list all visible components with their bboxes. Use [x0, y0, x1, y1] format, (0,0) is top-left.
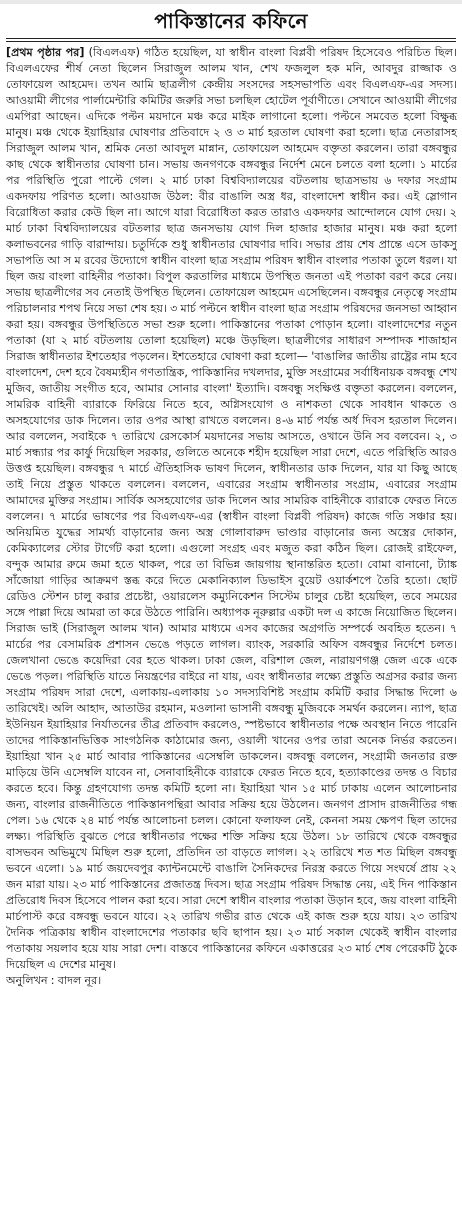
top-strip [0, 0, 462, 4]
headline-rule-bottom [6, 41, 456, 42]
article-body [6, 45, 457, 1205]
continuation-kicker: [প্রথম পৃষ্ঠার পর] [6, 46, 85, 59]
headline-rule-top [6, 38, 456, 39]
byline: অনুলিখন : বাদল নূর। [6, 974, 102, 987]
headline: পাকিস্তানের কফিনে [154, 9, 308, 33]
article-paragraph [6, 45, 457, 989]
article-text: (বিএলএফ) গঠিত হয়েছিল, যা স্বাধীন বাংলা বিপ্লবী পরিষদ হিসেবেও পরিচিত ছিল। বিএলএফের শীর্ষ নেতা ছিলেন সিরাজুল আলম খান, শেখ ফজলুল হক মনি, আবদুর রাজ্জাক ও তোফায়েল আহমেদ। তখন আমি ছাত্রলীগ কেন্দ্রীয় সংসদের সহসভাপতি এবং বিএলএফ-এর সদস্য। আওয়ামী লীগের পার্লামেন্টারি কমিটির জরুরি সভা চলছিল হোটেল পূর্বাণীতে। সেখানে আওয়ামী লীগের এমপিরা আছেন। এদিকে পল্টন ময়দানে মঞ্চ করে মাইক লাগানো হলো। পল্টনে সমবেত হলো বিক্ষুব্ধ মানুষ। মঞ্চ থেকে ইয়াহিয়ার ঘোষণার প্রতিবাদে ২ ও ৩ মার্চ হরতাল ঘোষণা করা হলো। ছাত্র নেতারাসহ সিরাজুল আলম খান, শ্রমিক নেতা আবদুল মান্নান, তোফায়েল আহমেদ বক্তৃতা করলেন। তারা বঙ্গবন্ধুর কাছ থেকে স্বাধীনতার ঘোষণা চান। সভায় জনগণকে বঙ্গবন্ধুর নির্দেশ মেনে চলতে বলা হলো। ১ মার্চের পর পরিস্থিতি পুরো পাল্টে গেল। ২ মার্চ ঢাকা বিশ্ববিদ্যালয়ের বটতলায় ছাত্রসভায় ৬ দফার সংগ্রাম একদফায় পরিণত হলো। আওয়াজ উঠল: বীর বাঙালি অস্ত্র ধর, বাংলাদেশ স্বাধীন কর। এই স্লোগান বিরোধিতা করার কেউ ছিল না। আগে যারা বিরোধিতা করত তারাও একদফার আন্দোলনে যোগ দেয়। ২ মার্চ ঢাকা বিশ্ববিদ্যালয়ের বটতলার ছাত্র জনসভায় যোগ দিল হাজার হাজার মানুষ। মঞ্চ করা হলো কলাভবনের গাড়ি বারান্দায়। চতুর্দিকে শুধু স্বাধীনতার ঘোষণার দাবি। সভার প্রায় শেষ প্রান্তে এসে ডাকসু সভাপতি আ স ম রবের উদ্যোগে স্বাধীন বাংলা ছাত্র সংগ্রাম পরিষদ স্বাধীন বাংলার পতাকা তুলে ধরল। যা ছিল জয় বাংলা বাহিনীর পতাকা। বিপুল করতালির মাধ্যমে উপস্থিত জনতা এই পতাকা বরণ করে নেয়। সভায় ছাত্রলীগের সব নেতাই উপস্থিত ছিলেন। তোফায়েল আহমেদ এসেছিলেন। বঙ্গবন্ধুর নেতৃত্বে সংগ্রাম পরিচালনার শপথ নিয়ে সভা শেষ হয়। ৩ মার্চ পল্টনে স্বাধীন বাংলা ছাত্র সংগ্রাম পরিষদের জনসভা আহ্বান করা হয়। বঙ্গবন্ধুর উপস্থিতিতে সভা শুরু হলো। পাকিস্তানের পতাকা পোড়ান হলো। বাংলাদেশের নতুন পতাকা (যা ২ মার্চ বটতলায় তোলা হয়েছিল) মঞ্চে উড়ছিল। ছাত্রলীগের সাধারণ সম্পাদক শাজাহান সিরাজ স্বাধীনতার ইশতেহার পড়লেন। ইশতেহারে ঘোষণা করা হলো— 'বাঙালির জাতীয় রাষ্ট্রের নাম হবে বাংলাদেশ, দেশ হবে বৈষম্যহীন গণতান্ত্রিক, পাকিস্তানির দখলদার, মুক্তি সংগ্রামের সর্বাধিনায়ক বঙ্গবন্ধু শেখ মুজিব, জাতীয় সংগীত হবে, আমার সোনার বাংলা' ইত্যাদি। বঙ্গবন্ধু সংক্ষিপ্ত বক্তৃতা করলেন। বললেন, সামরিক বাহিনী ব্যারাকে ফিরিয়ে নিতে হবে, অগ্নিসংযোগ ও নাশকতা থেকে সাবধান থাকতে ও অসহযোগের ডাক দিলেন। তার ওপর আস্থা রাখতে বললেন। ৪-৬ মার্চ পর্যন্ত অর্ধ দিবস হরতাল দিলেন। আর বললেন, সবাইকে ৭ তারিখে রেসকোর্স ময়দানের সভায় আসতে, ওখানে উনি সব বলবেন। ২, ৩ মার্চ সন্ধ্যার পর কার্ফু দিয়েছিল সরকার, গুলিতে অনেকে শহীদ হয়েছিল সারা দেশে, এতে পরিস্থিতি আরও উত্তপ্ত হয়েছিল। বঙ্গবন্ধুর ৭ মার্চে ঐতিহাসিক ভাষণ দিলেন, স্বাধীনতার ডাক দিলেন, যার যা কিছু আছে তাই নিয়ে প্রস্তুত থাকতে বললেন। বললেন, এবারের সংগ্রাম স্বাধীনতার সংগ্রাম, এবারের সংগ্রাম আমাদের মুক্তির সংগ্রাম। সার্বিক অসহযোগের ডাক দিলেন আর সামরিক বাহিনীকে ব্যারাকে ফেরত নিতে বললেন। ৭ মার্চের ভাষণের পর বিএলএফ-এর (স্বাধীন বাংলা বিপ্লবী পরিষদ) কাজে গতি সঞ্চার হয়। অনিয়মিত যুদ্ধের সামর্থ্য বাড়ানোর জন্য অস্ত্র গোলাবারুদ ভাণ্ডার বাড়ানোর জন্য অস্ত্রের দোকান, কেমিক্যালের স্টোর টার্গেট করা হলো। এগুলো সংগ্রহ এবং মজুত করা কঠিন ছিল। রোজই রাইফেল, বন্দুক আমার রুমে জমা হতে থাকল, পরে তা বিভিন্ন জায়গায় স্থানান্তরিত হতো। বোমা বানানো, ট্যাঙ্ক সাঁজোয়া গাড়ির আক্রমণ স্তব্ধ করে দিতে মেকানিক্যাল ডিভাইস বুয়েট ওয়ার্কশপে তৈরি হতো। ছোট রেডিও স্টেশন চালু করার প্রচেষ্টা, ওয়ারলেস কম্যুনিকেশন সিস্টেম চালুর চেষ্টা হয়েছিল, তবে সময়ের সঙ্গে পাল্লা দিয়ে আমরা তা করে উঠতে পারিনি। অধ্যাপক নূরুল্লার একটা দল এ কাজে নিয়োজিত ছিলেন। সিরাজ ভাই (সিরাজুল আলম খান) আমার মাধ্যমে এসব কাজের অগ্রগতি সম্পর্কে অবহিত হতেন। ৭ মার্চের পর বেসামরিক প্রশাসন ভেঙে পড়তে লাগল। ব্যাংক, সরকারি অফিস বঙ্গবন্ধুর নির্দেশে চলত। জেলখানা ভেঙে কয়েদিরা বের হতে থাকল। ঢাকা জেল, বরিশাল জেল, নারায়ণগঞ্জ জেল একে একে ভেঙে পড়ল। পরিস্থিতি যাতে নিয়ন্ত্রণের বাইরে না যায়, এবং স্বাধীনতার লক্ষ্যে প্রস্তুতি অগ্রসর করার জন্য সংগ্রাম পরিষদ সারা দেশে, এলাকায়-এলাকায় ১০ সদস্যবিশিষ্ট সংগ্রাম কমিটি করার সিদ্ধান্ত দিলো ৬ তারিখেই। অলি আহাদ, আতাউর রহমান, মওলানা ভাসানী বঙ্গবন্ধু মুজিবকে সমর্থন করলেন। ন্যাপ, ছাত্র ইউনিয়ন ইয়াহিয়ার নির্যাতনের তীব্র প্রতিবাদ করলেও, স্পষ্টভাবে স্বাধীনতার পক্ষে অবস্থান নিতে পারেনি তাদের পাকিস্তানভিত্তিক সাংগঠনিক কাঠামোর জন্য, ওয়ালী খানের ওপর তারা অনেক নির্ভর করতেন। ইয়াহিয়া খান ২৫ মার্চ আবার পাকিস্তানের এসেম্বলি ডাকলেন। বঙ্গবন্ধু বললেন, সংগ্রামী জনতার রক্ত মাড়িয়ে উনি এসেম্বলি যাবেন না, সেনাবাহিনীকে ব্যারাকে ফেরত নিতে হবে, হত্যাকাণ্ডের তদন্ত ও বিচার করতে হবে। কিন্তু গ্রহণযোগ্য তদন্ত কমিটি হলো না। ইয়াহিয়া খান ১৫ মার্চ ঢাকায় এলেন আলোচনার জন্য, বাংলার রাজনীতিতে পাকিস্তানপন্থিরা আবার সক্রিয় হয়ে উঠলেন। জনগণ প্রাসাদ রাজনীতির গন্ধ পেল। ১৬ থেকে ২৪ মার্চ পর্যন্ত আলোচনা চলল। কোনো ফলাফল নেই, কেননা সময় ক্ষেপণ ছিল তাদের লক্ষ্য। পরিস্থিতি বুঝতে পেরে স্বাধীনতার পক্ষের শক্তি সক্রিয় হয়ে উঠল। ১৮ তারিখে থেকে বঙ্গবন্ধুর বাসভবন অভিমুখে মিছিল শুরু হলো, প্রতিদিন তা বাড়তে লাগল। ২২ তারিখে শত শত মিছিল বঙ্গবন্ধু ভবনে এলো। ১৯ মার্চ জয়দেবপুর ক্যান্টনমেন্টে বাঙালি সৈনিকদের নিরস্ত্র করতে গিয়ে সংঘর্ষে প্রায় ২২ জন মারা যায়। ২৩ মার্চ পাকিস্তানের প্রজাতন্ত্র দিবস। ছাত্র সংগ্রাম পরিষদ সিদ্ধান্ত নেয়, এই দিন পাকিস্তান প্রতিরোধ দিবস হিসেবে পালন করা হবে। সারা দেশে স্বাধীন বাংলার পতাকা উড়ান হবে, জয় বাংলা বাহিনী মার্চপাস্ট করে বঙ্গবন্ধু ভবনে যাবে। ২২ তারিখ গভীর রাত থেকে এই কাজ শুরু হয়ে যায়। ২৩ তারিখ দৈনিক পত্রিকায় স্বাধীন বাংলাদেশের পতাকার ছবি ছাপান হয়। ২৩ মার্চ সকাল থেকেই স্বাধীন বাংলার পতাকায় সয়লাব হয়ে যায় সারা দেশ। বাস্তবে পাকিস্তানের কফিনে একাত্তরের ২৩ মার্চ শেষ পেরেকটি ঠুকে দিয়েছিল এ দেশের মানুষ। [6, 46, 457, 971]
